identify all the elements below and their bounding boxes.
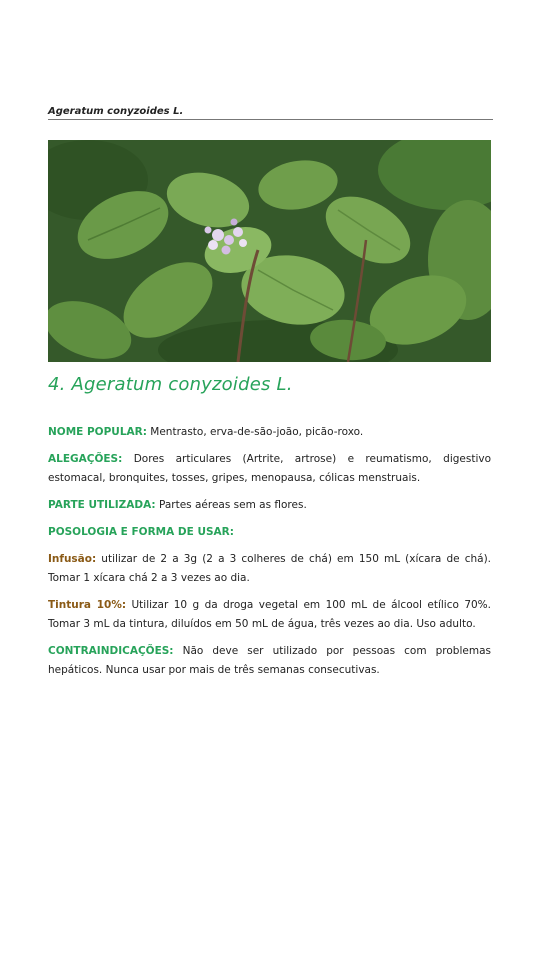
infusao-label: Infusão:	[48, 553, 97, 565]
infusao-text: utilizar de 2 a 3g (2 a 3 colheres de chá) em 150 mL (xícara de chá). Tomar 1 xícara chá 2 a 3 vezes ao dia.	[48, 553, 491, 584]
nome-popular-text: Mentrasto, erva-de-são-joão, picão-roxo.	[146, 426, 364, 438]
posologia-paragraph	[48, 523, 491, 542]
tintura-paragraph	[48, 596, 491, 634]
contraindicacoes-text: Não deve ser utilizado por pessoas com problemas hepáticos. Nunca usar por mais de três semanas consecutivas.	[48, 645, 491, 676]
plant-photo-illustration	[48, 140, 491, 362]
infusao-paragraph	[48, 550, 491, 588]
alegacoes-text: Dores articulares (Artrite, artrose) e reumatismo, digestivo estomacal, bronquites, tosses, gripes, menopausa, cólicas menstruais.	[48, 453, 491, 484]
tintura-text: Utilizar 10 g da droga vegetal em 100 mL de álcool etílico 70%. Tomar 3 mL da tintura, diluídos em 50 mL de água, três vezes ao dia. Uso adulto.	[48, 599, 491, 630]
parte-utilizada-text: Partes aéreas sem as flores.	[155, 499, 307, 511]
nome-popular-paragraph	[48, 423, 491, 442]
monograph-content	[48, 423, 491, 688]
nome-popular-label: NOME POPULAR:	[48, 426, 147, 438]
tintura-label: Tintura 10%:	[48, 599, 127, 611]
contraindicacoes-label: CONTRAINDICAÇÕES:	[48, 645, 174, 657]
parte-utilizada-label: PARTE UTILIZADA:	[48, 499, 156, 511]
posologia-label: POSOLOGIA E FORMA DE USAR:	[48, 526, 234, 538]
parte-utilizada-paragraph	[48, 496, 491, 515]
plant-photo	[48, 140, 491, 362]
contraindicacoes-paragraph	[48, 642, 491, 680]
running-header: Ageratum conyzoides L.	[48, 106, 493, 120]
alegacoes-label: ALEGAÇÕES:	[48, 453, 123, 465]
section-title: 4. Ageratum conyzoides L.	[48, 374, 293, 395]
alegacoes-paragraph	[48, 450, 491, 488]
